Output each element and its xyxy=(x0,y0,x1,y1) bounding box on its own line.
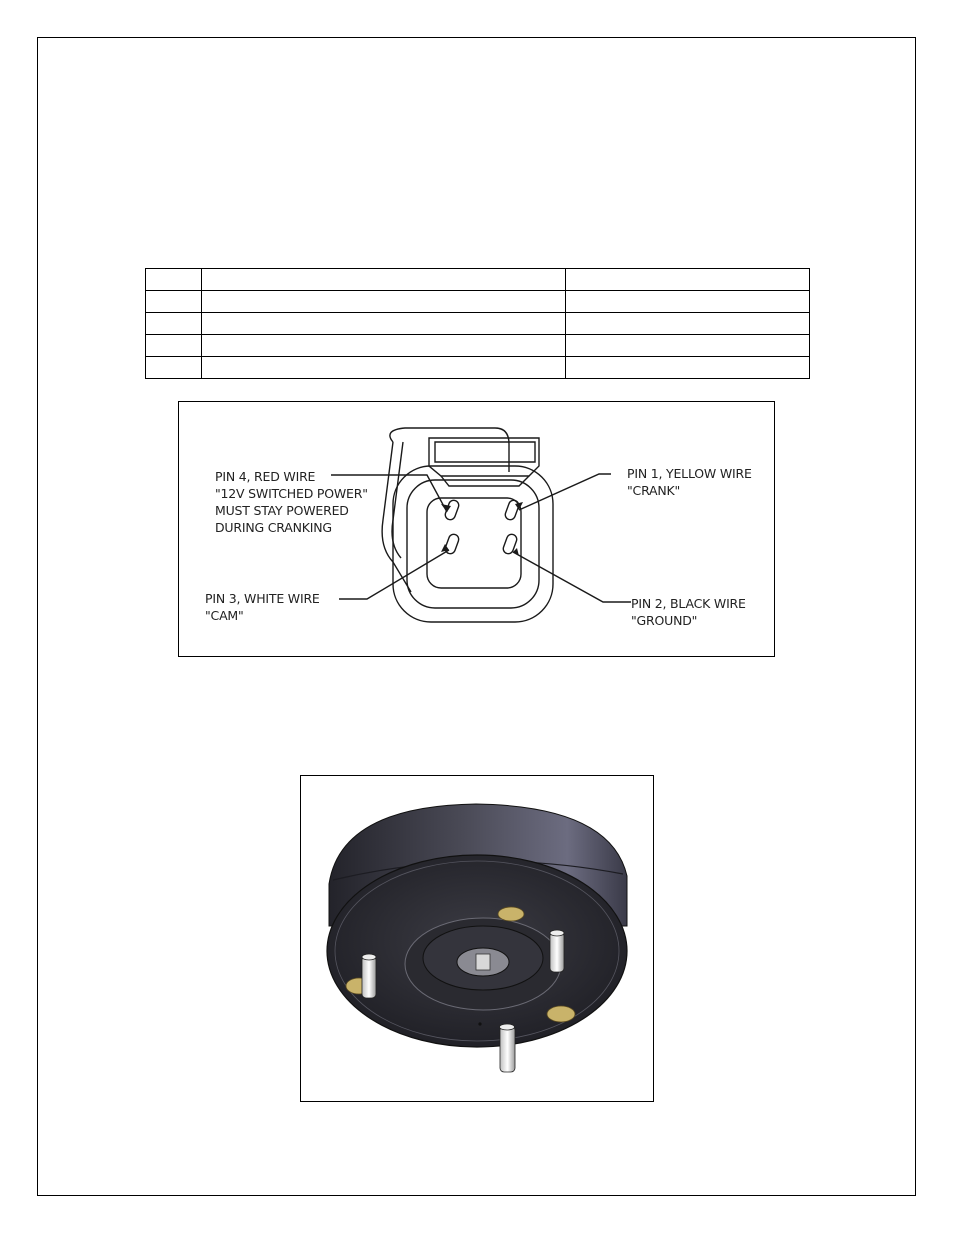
pin2-function: "GROUND" xyxy=(631,613,698,628)
pin4-label: PIN 4, RED WIRE xyxy=(215,469,316,484)
sensor-illustration xyxy=(301,776,655,1103)
table-cell xyxy=(146,335,202,357)
table-row xyxy=(146,335,810,357)
pin1-callout xyxy=(627,465,752,499)
table-row xyxy=(146,269,810,291)
pin2-callout xyxy=(631,595,746,629)
pin3-callout xyxy=(205,590,320,624)
table-cell xyxy=(202,335,566,357)
pin3-function: "CAM" xyxy=(205,608,244,623)
pin4-note: MUST STAY POWERED xyxy=(215,503,349,518)
pin-table xyxy=(145,268,810,379)
table-cell xyxy=(146,269,202,291)
table-cell xyxy=(146,357,202,379)
sensor-image-figure xyxy=(300,775,654,1102)
pin1-label: PIN 1, YELLOW WIRE xyxy=(627,466,752,481)
connector-pinout-figure xyxy=(178,401,775,657)
table-row xyxy=(146,357,810,379)
table-cell xyxy=(146,291,202,313)
table-cell xyxy=(146,313,202,335)
table-cell xyxy=(202,291,566,313)
table-cell xyxy=(202,313,566,335)
table-row xyxy=(146,291,810,313)
pin4-callout xyxy=(215,468,368,536)
pin2-label: PIN 2, BLACK WIRE xyxy=(631,596,746,611)
pin4-function: "12V SWITCHED POWER" xyxy=(215,486,368,501)
pin3-label: PIN 3, WHITE WIRE xyxy=(205,591,320,606)
table-cell xyxy=(202,269,566,291)
table-cell xyxy=(566,335,810,357)
table-cell xyxy=(202,357,566,379)
table-cell xyxy=(566,269,810,291)
table-cell xyxy=(566,313,810,335)
table-row xyxy=(146,313,810,335)
pin1-function: "CRANK" xyxy=(627,483,681,498)
table-cell xyxy=(566,291,810,313)
pin4-note-cont: DURING CRANKING xyxy=(215,520,332,535)
table-cell xyxy=(566,357,810,379)
